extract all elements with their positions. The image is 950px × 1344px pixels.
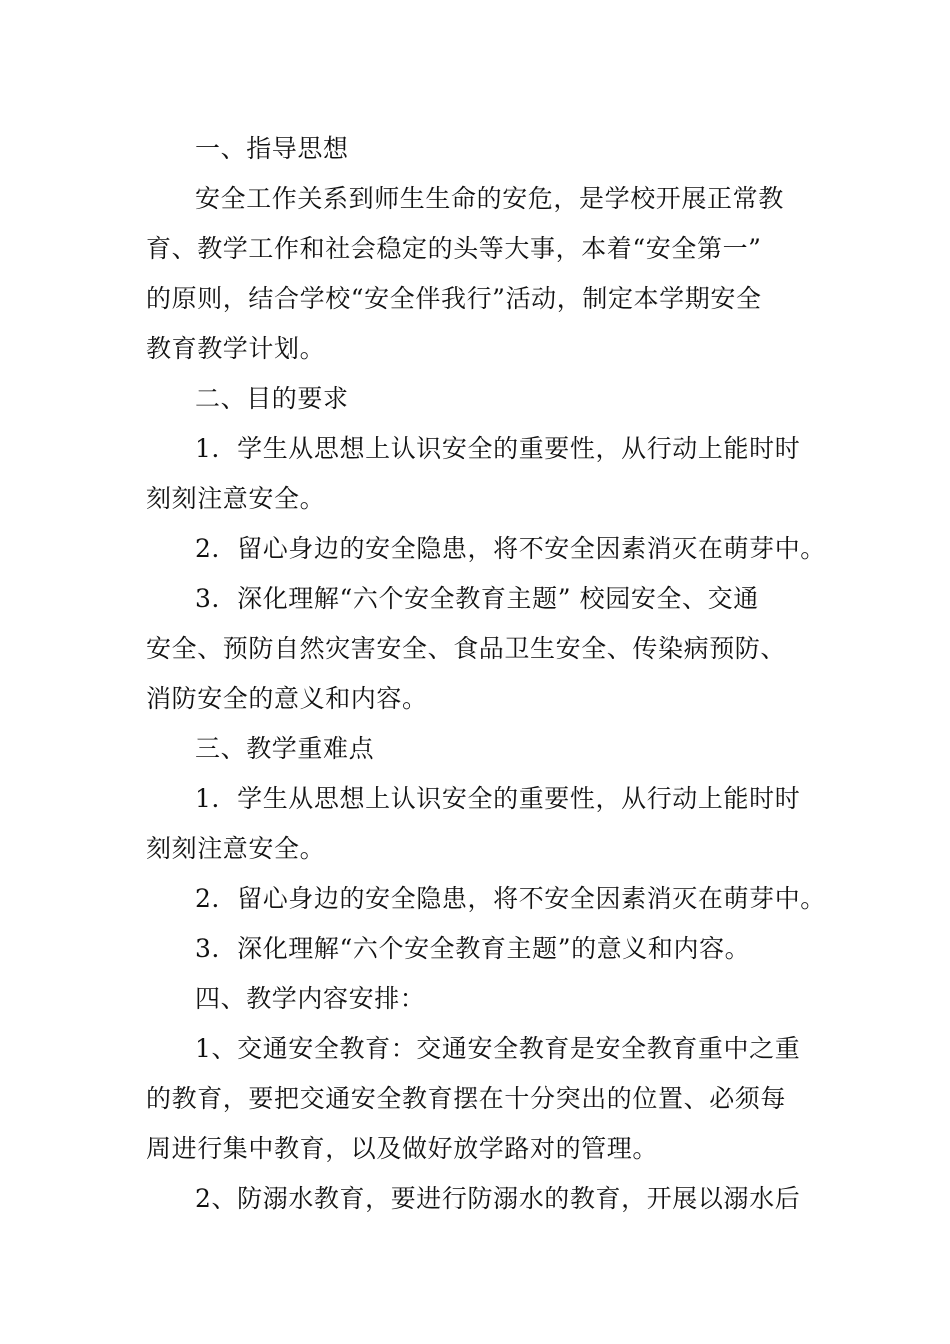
- list-item-line: 2．留心身边的安全隐患，将不安全因素消灭在萌芽中。: [195, 884, 826, 913]
- list-item-line: 3．深化理解“六个安全教育主题” 校园安全、交通: [195, 584, 759, 613]
- paragraph-line: 教育教学计划。: [146, 334, 326, 363]
- paragraph-line: 2、防溺水教育，要进行防溺水的教育，开展以溺水后: [195, 1184, 801, 1213]
- paragraph-line: 1、交通安全教育：交通安全教育是安全教育重中之重: [195, 1034, 801, 1063]
- list-item-line: 消防安全的意义和内容。: [146, 684, 428, 713]
- paragraph-line: 周进行集中教育，以及做好放学路对的管理。: [146, 1134, 659, 1163]
- list-item-line: 3．深化理解“六个安全教育主题”的意义和内容。: [195, 934, 751, 963]
- heading-key-points: 三、教学重难点: [195, 734, 375, 763]
- list-item-line: 1．学生从思想上认识安全的重要性，从行动上能时时: [195, 434, 801, 463]
- paragraph-line: 安全工作关系到师生生命的安危，是学校开展正常教: [195, 184, 784, 213]
- paragraph-line: 育、教学工作和社会稳定的头等大事，本着“安全第一”: [146, 234, 762, 263]
- heading-guiding-ideology: 一、指导思想: [195, 134, 349, 163]
- paragraph-line: 的原则，结合学校“安全伴我行”活动，制定本学期安全: [146, 284, 762, 313]
- list-item-line: 2．留心身边的安全隐患，将不安全因素消灭在萌芽中。: [195, 534, 826, 563]
- paragraph-line: 的教育，要把交通安全教育摆在十分突出的位置、必须每: [146, 1084, 787, 1113]
- list-item-line: 刻刻注意安全。: [146, 484, 326, 513]
- heading-content-arrangement: 四、教学内容安排：: [195, 984, 426, 1013]
- list-item-line: 1．学生从思想上认识安全的重要性，从行动上能时时: [195, 784, 801, 813]
- heading-objectives: 二、目的要求: [195, 384, 349, 413]
- list-item-line: 刻刻注意安全。: [146, 834, 326, 863]
- list-item-line: 安全、预防自然灾害安全、食品卫生安全、传染病预防、: [146, 634, 787, 663]
